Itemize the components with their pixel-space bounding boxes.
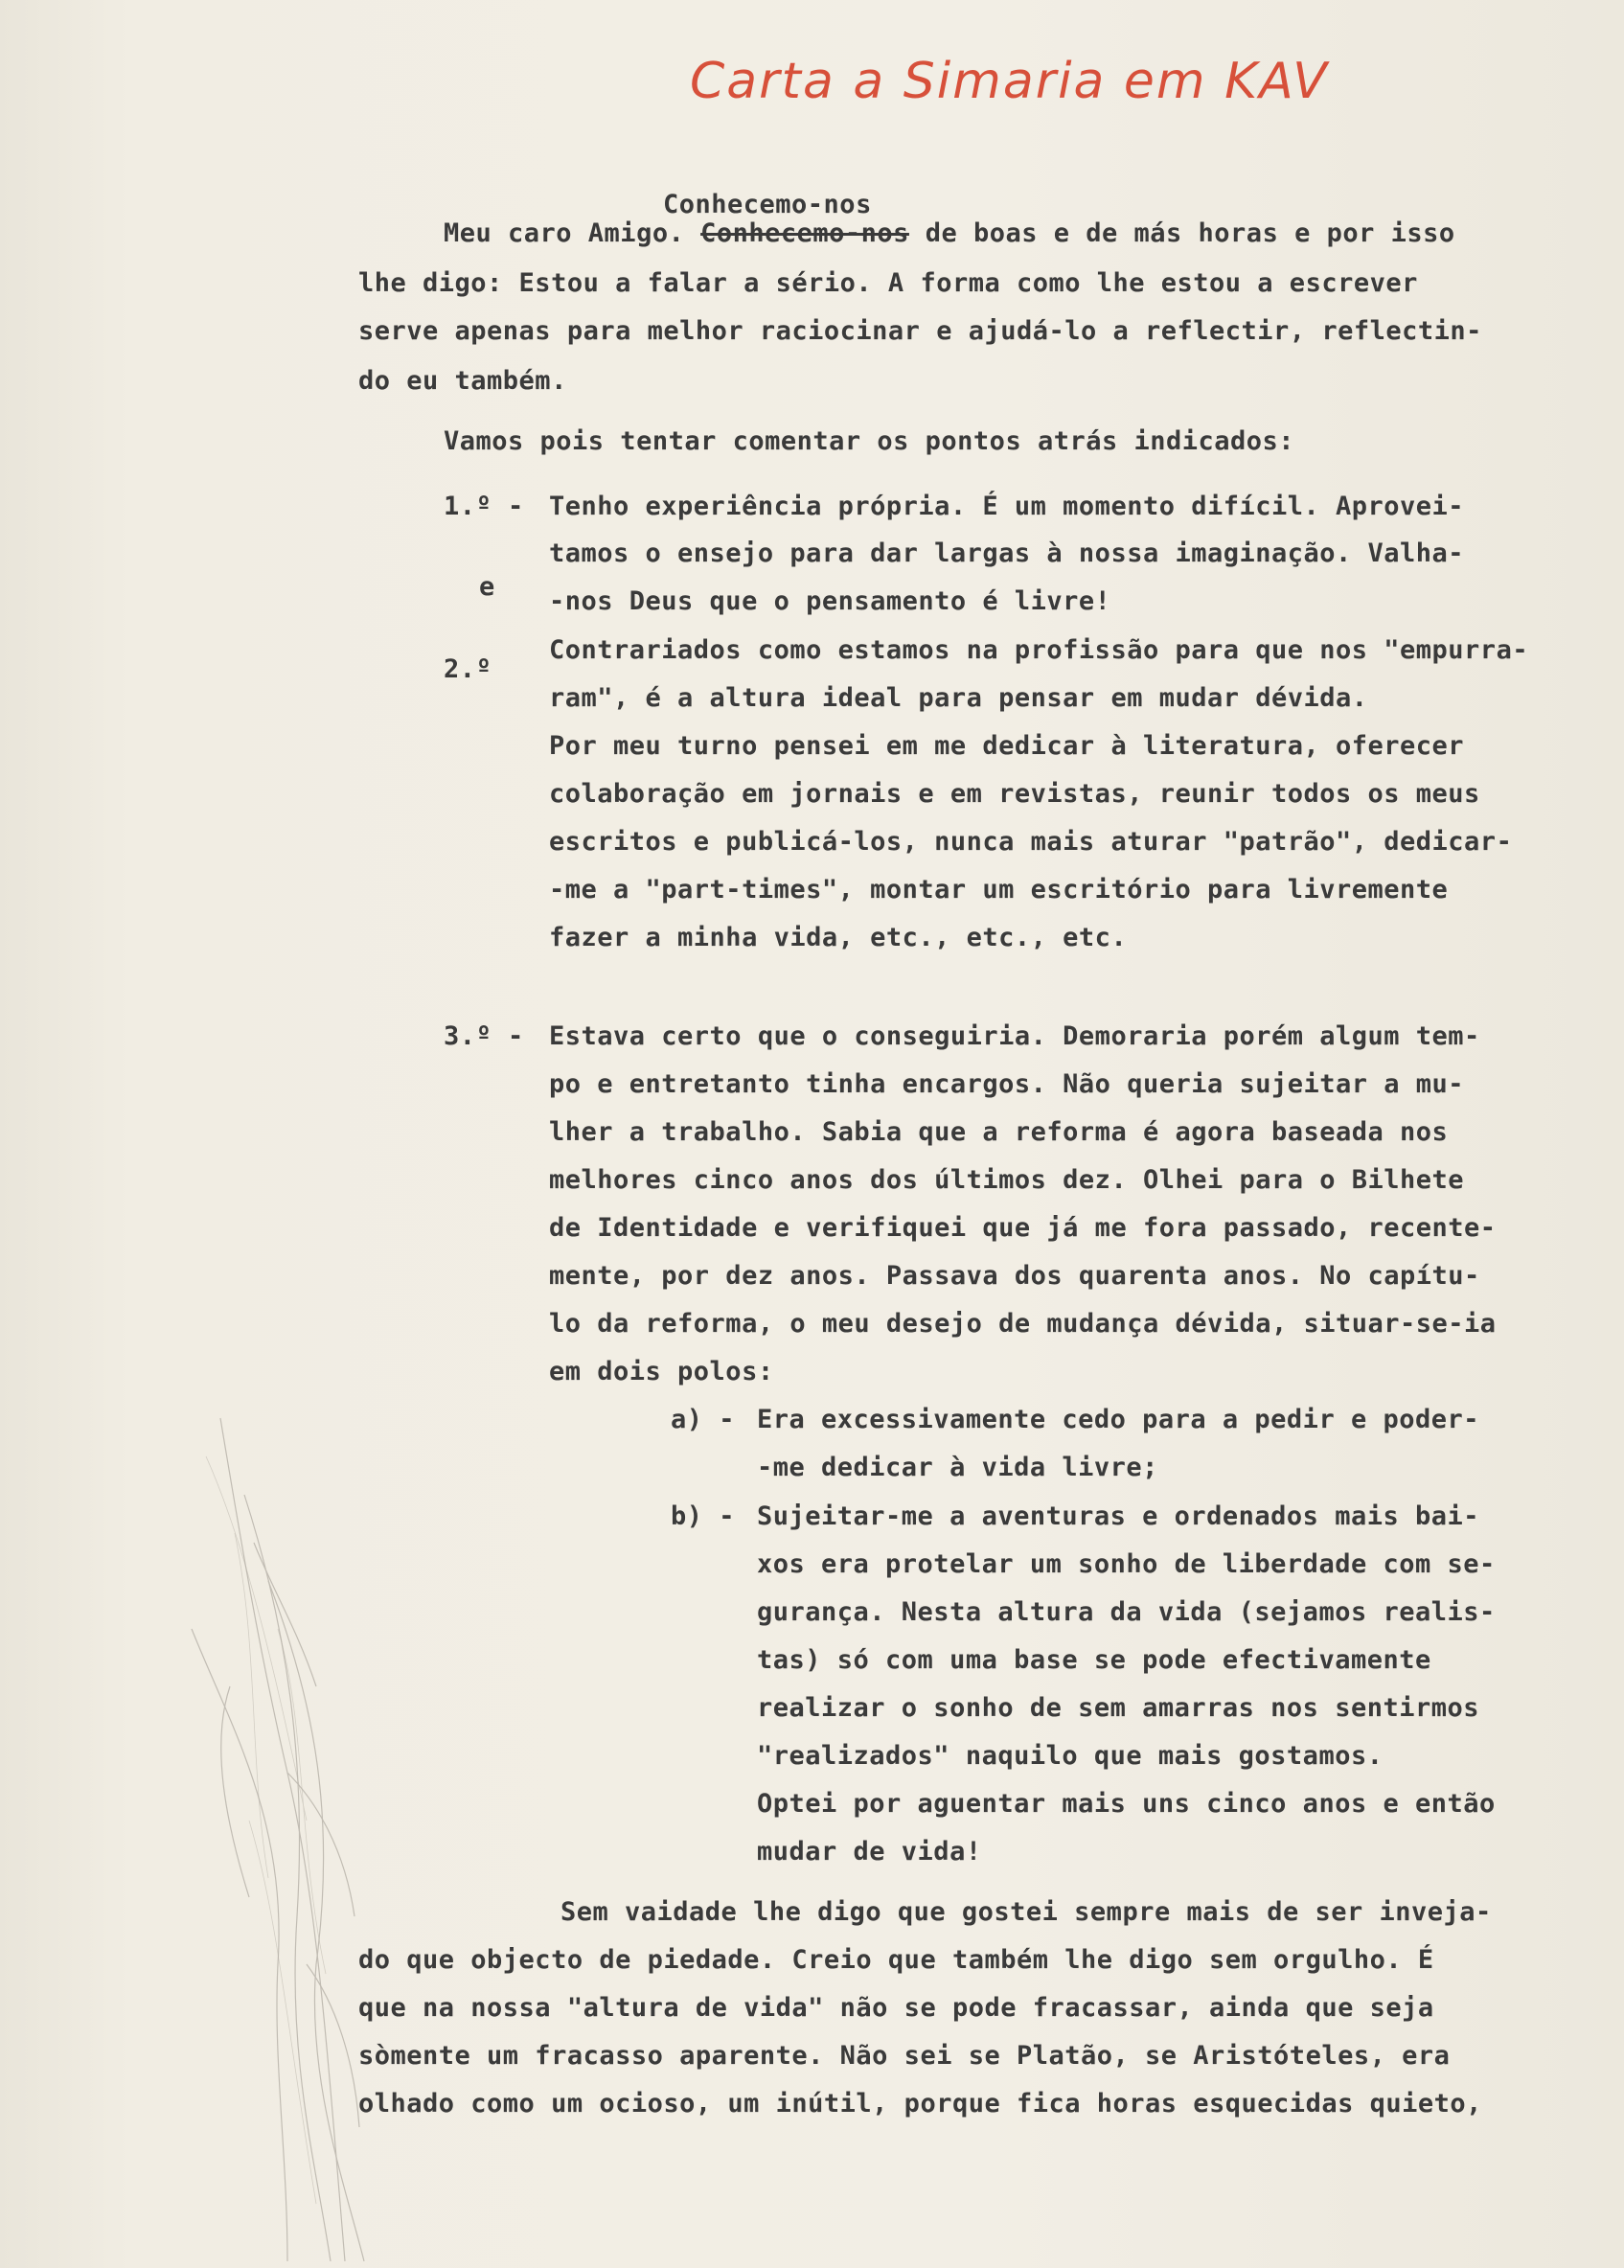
body-line: Vamos pois tentar comentar os pontos atrás indicados:	[444, 426, 1295, 456]
body-line: Por meu turno pensei em me dedicar à literatura, oferecer	[549, 731, 1465, 761]
body-line: lo da reforma, o meu desejo de mudança dévida, situar-se-ia	[549, 1309, 1497, 1339]
body-line: xos era protelar um sonho de liberdade com se-	[757, 1549, 1496, 1579]
body-line: lher a trabalho. Sabia que a reforma é agora baseada nos	[549, 1117, 1449, 1147]
struck-out-word: Conhecemo-nos	[700, 218, 909, 248]
handwritten-annotation: Carta a Simaria em KAV	[690, 53, 1329, 110]
body-line: escritos e publicá-los, nunca mais aturar "patrão", dedicar-	[549, 827, 1513, 857]
body-line: Contrariados como estamos na profissão para que nos "empurra-	[549, 635, 1529, 665]
body-line: tamos o ensejo para dar largas à nossa imaginação. Valha-	[549, 538, 1465, 568]
sub-marker-b: b) -	[671, 1501, 736, 1531]
body-line: -nos Deus que o pensamento é livre!	[549, 586, 1111, 616]
body-line: de Identidade e verifiquei que já me fora passado, recente-	[549, 1213, 1497, 1243]
body-line: Optei por aguentar mais uns cinco anos e então	[757, 1789, 1496, 1819]
greeting-rest: de boas e de más horas e por isso	[925, 218, 1455, 248]
body-line: melhores cinco anos dos últimos dez. Olhei para o Bilhete	[549, 1165, 1465, 1195]
body-line: Era excessivamente cedo para a pedir e poder-	[757, 1405, 1479, 1434]
body-line: mente, por dez anos. Passava dos quarenta anos. No capítu-	[549, 1261, 1480, 1291]
body-line: Tenho experiência própria. É um momento difícil. Aprovei-	[549, 492, 1465, 521]
body-line: Sem vaidade lhe digo que gostei sempre mais de ser inveja-	[560, 1897, 1492, 1927]
body-line: em dois polos:	[549, 1357, 774, 1386]
body-line: tas) só com uma base se pode efectivamente	[757, 1645, 1431, 1675]
body-line: serve apenas para melhor raciocinar e ajudá-lo a reflectir, reflectin-	[358, 316, 1482, 346]
document-title: Conhecemo-nos	[663, 190, 872, 219]
body-line: mudar de vida!	[757, 1837, 982, 1867]
body-line: po e entretanto tinha encargos. Não queria sujeitar a mu-	[549, 1069, 1465, 1099]
body-line: fazer a minha vida, etc., etc., etc.	[549, 923, 1128, 952]
body-line: -me dedicar à vida livre;	[757, 1453, 1158, 1482]
body-line: colaboração em jornais e em revistas, reunir todos os meus	[549, 779, 1480, 809]
body-line: olhado como um ocioso, um inútil, porque fica horas esquecidas quieto,	[358, 2089, 1482, 2119]
salutation: Meu caro Amigo.	[444, 218, 685, 248]
body-line: do que objecto de piedade. Creio que também lhe digo sem orgulho. É	[358, 1945, 1434, 1975]
body-line: Sujeitar-me a aventuras e ordenados mais bai-	[757, 1501, 1479, 1531]
body-line: realizar o sonho de sem amarras nos sentirmos	[757, 1693, 1479, 1723]
body-line: -me a "part-times", montar um escritório para livremente	[549, 875, 1449, 905]
list-marker-3: 3.º -	[444, 1021, 524, 1051]
body-line: sòmente um fracasso aparente. Não sei se Platão, se Aristóteles, era	[358, 2041, 1451, 2071]
list-marker-1: 1.º -	[444, 492, 524, 521]
body-line: que na nossa "altura de vida" não se pode fracassar, ainda que seja	[358, 1993, 1434, 2023]
sub-marker-a: a) -	[671, 1405, 736, 1434]
body-line: do eu também.	[358, 366, 567, 396]
list-marker-e: e	[479, 572, 495, 602]
list-marker-2: 2.º	[444, 654, 492, 684]
body-line: lhe digo: Estou a falar a sério. A forma como lhe estou a escrever	[358, 268, 1418, 298]
body-line: ram", é a altura ideal para pensar em mudar dévida.	[549, 683, 1368, 713]
body-line: gurança. Nesta altura da vida (sejamos realis-	[757, 1597, 1496, 1627]
body-line: Estava certo que o conseguiria. Demoraria porém algum tem-	[549, 1021, 1480, 1051]
body-line: "realizados" naquilo que mais gostamos.	[757, 1741, 1384, 1771]
greeting-line	[444, 218, 1455, 248]
